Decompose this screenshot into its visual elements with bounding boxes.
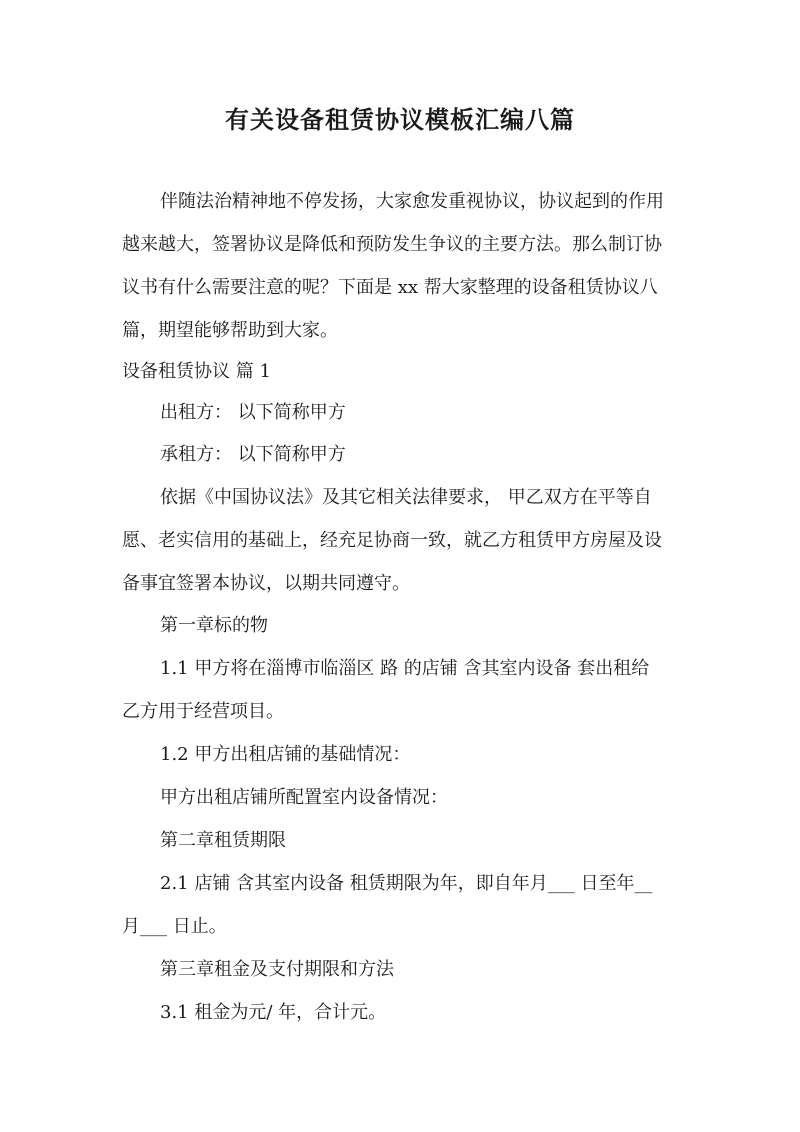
section-heading: 设备租赁协议 篇 1 bbox=[122, 361, 271, 382]
party-lessor-line: 出租方： 以下简称甲方 bbox=[160, 402, 346, 423]
clause-line: 1.1 甲方将在淄博市临淄区 路 的店铺 含其室内设备 套出租给 bbox=[160, 658, 650, 679]
clause-line: 1.2 甲方出租店铺的基础情况： bbox=[160, 744, 411, 765]
clause-line: 甲方出租店铺所配置室内设备情况： bbox=[160, 787, 448, 808]
paragraph-line: 议书有什么需要注意的呢？下面是 xx 帮大家整理的设备租赁协议八 bbox=[122, 277, 658, 298]
clause-line: 月___ 日止。 bbox=[122, 916, 227, 937]
clause-line: 2.1 店铺 含其室内设备 租赁期限为年，即自年月___ 日至年__ bbox=[160, 873, 653, 894]
clause-line: 3.1 租金为元/ 年，合计元。 bbox=[160, 1002, 387, 1023]
paragraph-line: 依据《中国协议法》及其它相关法律要求， 甲乙双方在平等自 bbox=[160, 487, 652, 508]
party-lessee-line: 承租方： 以下简称甲方 bbox=[160, 444, 346, 465]
chapter-heading: 第三章租金及支付期限和方法 bbox=[160, 959, 394, 980]
chapter-heading: 第一章标的物 bbox=[160, 615, 268, 636]
chapter-heading: 第二章租赁期限 bbox=[160, 830, 286, 851]
paragraph-line: 篇，期望能够帮助到大家。 bbox=[122, 320, 338, 341]
paragraph-line: 伴随法治精神地不停发扬，大家愈发重视协议，协议起到的作用 bbox=[160, 191, 664, 212]
clause-line: 乙方用于经营项目。 bbox=[122, 701, 284, 722]
paragraph-line: 备事宜签署本协议，以期共同遵守。 bbox=[122, 573, 410, 594]
document-title: 有关设备租赁协议模板汇编八篇 bbox=[225, 105, 575, 134]
paragraph-line: 越来越大，签署协议是降低和预防发生争议的主要方法。那么制订协 bbox=[122, 234, 662, 255]
paragraph-line: 愿、老实信用的基础上，经充足协商一致，就乙方租赁甲方房屋及设 bbox=[122, 530, 662, 551]
